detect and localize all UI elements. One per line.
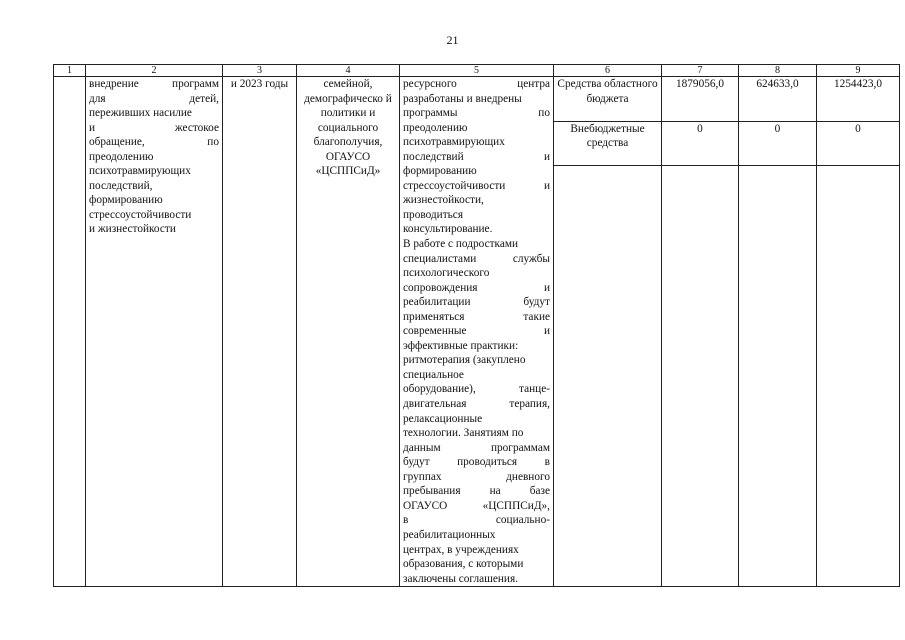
measure-line: и жизнестойкости [89,223,176,236]
description-line: специалистами службы [403,252,550,265]
description-line: реабилитации будут [403,296,550,309]
description-line: ОГАУСО «ЦСППСиД», [403,499,550,512]
description-line: разработаны и внедрены [403,92,522,105]
col-header-3: 3 [223,65,297,77]
filler-cell [817,166,900,587]
funding-regional-total: 1879056,0 [662,77,739,122]
description-line: двигательная терапия, [403,398,550,411]
description-line: проводиться [403,208,464,221]
measure-line: формированию [89,194,163,207]
description-line: будут проводиться в [403,456,550,469]
col-header-8: 8 [739,65,817,77]
col-header-6: 6 [554,65,662,77]
col-header-5: 5 [400,65,554,77]
table-row [54,77,900,122]
funding-regional-year1: 624633,0 [739,77,817,122]
filler-cell [554,166,662,587]
cell-responsible: семейной, демографическо й политики и социального благополучия, ОГАУСО «ЦСППСиД» [297,77,400,587]
description-line: жизнестойкости, [403,194,484,207]
col-header-7: 7 [662,65,739,77]
description-line: применяться такие [403,310,550,323]
measure-line: внедрение программ [89,78,219,90]
description-line: пребывания на базе [403,485,550,498]
measure-line: переживших насилие [89,107,192,120]
description-line: релаксационные [403,412,483,425]
header-row [54,65,900,77]
page-number: 21 [446,33,459,47]
description-line: сопровождения и [403,281,550,294]
funding-extrabudget-year2: 0 [817,121,900,166]
description-line: программы по [403,107,550,120]
description-line: психотравмирующих [403,136,505,149]
col-header-2: 2 [86,65,223,77]
description-line: преодолению [403,121,468,134]
measure-line: для детей, [89,92,219,105]
measure-line: преодолению [89,150,154,163]
description-line: центрах, в учреждениях [403,543,519,556]
description-line: заключены соглашения. [403,572,518,585]
description-line: современные и [403,325,550,338]
description-line: группах дневного [403,470,550,483]
description-line: в социально- [403,514,550,527]
cell-measure-name [86,77,223,587]
description-line: данным программам [403,441,550,454]
description-line: психологического [403,267,490,280]
description-line: формированию [403,165,477,178]
program-table [53,64,900,587]
measure-line: обращение, по [89,136,219,149]
description-line: ресурсного центра [403,78,550,90]
cell-number [54,77,86,587]
description-line: В работе с подростками [403,238,519,251]
funding-extrabudget-year1: 0 [739,121,817,166]
filler-cell [739,166,817,587]
description-line: эффективные практики: [403,339,519,352]
col-header-1: 1 [54,65,86,77]
measure-line: последствий, [89,179,153,192]
funding-source-regional: Средства областного бюджета [554,77,662,122]
description-line: образования, с которыми [403,558,524,571]
description-line: стрессоустойчивости и [403,179,550,192]
cell-period: и 2023 годы [223,77,297,587]
col-header-4: 4 [297,65,400,77]
description-line: ритмотерапия (закуплено [403,354,526,367]
col-header-9: 9 [817,65,900,77]
cell-description [400,77,554,587]
description-line: специальное [403,368,464,381]
measure-line: и жестокое [89,121,219,134]
funding-extrabudget-total: 0 [662,121,739,166]
description-line: оборудование), танце- [403,383,550,396]
description-line: консультирование. [403,223,493,236]
measure-line: психотравмирующих [89,165,191,178]
description-line: последствий и [403,150,550,163]
measure-line: стрессоустойчивости [89,208,192,221]
funding-source-extrabudget: Внебюджетные средства [554,121,662,166]
description-line: технологии. Занятиям по [403,427,524,440]
filler-cell [662,166,739,587]
description-line: реабилитационных [403,528,496,541]
funding-regional-year2: 1254423,0 [817,77,900,122]
